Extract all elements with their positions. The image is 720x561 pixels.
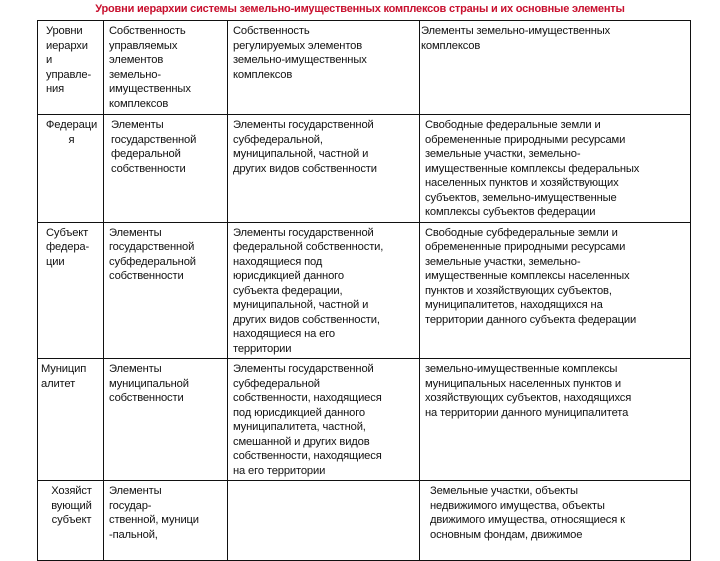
row-regulated — [228, 481, 420, 561]
row-managed: Элементы государ- ственной, муници -пальной, — [104, 481, 228, 561]
row-elements: Свободные субфедеральные земли и обремененные природными ресурсами земельные участки, земельно- имущественные комплексы населенных пунктов и хозяйствующих субъектов, муниципалитетов, находящихся на территории данного субъекта федерации — [420, 222, 691, 359]
row-level: Хозяйст вующий субъект — [38, 481, 104, 561]
row-regulated: Элементы государственной федеральной собственности, находящиеся под юрисдикцией данного субъекта федерации, муниципальной, частной и других видов собственности, находящиеся на его территории — [228, 222, 420, 359]
row-level: Муницип алитет — [38, 359, 104, 481]
header-managed-ownership: Собственность управляемых элементов земельно- имущественных комплексов — [104, 21, 228, 115]
row-level: Субъект федера- ции — [38, 222, 104, 359]
row-elements: Свободные федеральные земли и обремененные природными ресурсами земельные участки, земельно- имущественные комплексы федеральных населенных пунктов и хозяйствующих субъектов, земельно-имущественные комплексы субъектов федерации — [420, 115, 691, 223]
table-row — [38, 481, 691, 561]
row-regulated: Элементы государственной субфедеральной, муниципальной, частной и других видов собственности — [228, 115, 420, 223]
row-level: Федераци я — [38, 115, 104, 223]
table-row — [38, 359, 691, 481]
header-regulated-ownership: Собственность регулируемых элементов земельно-имущественных комплексов — [228, 21, 420, 115]
document-title: Уровни иерархии системы земельно-имущественных комплексов страны и их основные элементы — [95, 3, 625, 15]
header-row — [38, 21, 691, 115]
row-managed: Элементы государственной субфедеральной собственности — [104, 222, 228, 359]
header-levels: Уровни иерархи и управле- ния — [38, 21, 104, 115]
header-complex-elements: Элементы земельно-имущественных комплексов — [420, 21, 691, 115]
row-managed: Элементы государственной федеральной собственности — [104, 115, 228, 223]
row-managed: Элементы муниципальной собственности — [104, 359, 228, 481]
row-regulated: Элементы государственной субфедеральной собственности, находящиеся под юрисдикцией данного муниципалитета, частной, смешанной и других видов собственности, находящиеся на его территории — [228, 359, 420, 481]
table-row — [38, 115, 691, 223]
row-elements: Земельные участки, объекты недвижимого имущества, объекты движимого имущества, относящиеся к основным фондам, движимое — [420, 481, 691, 561]
hierarchy-table — [37, 20, 691, 561]
row-elements: земельно-имущественные комплексы муниципальных населенных пунктов и хозяйствующих субъектов, находящихся на территории данного муниципалитета — [420, 359, 691, 481]
table-row — [38, 222, 691, 359]
